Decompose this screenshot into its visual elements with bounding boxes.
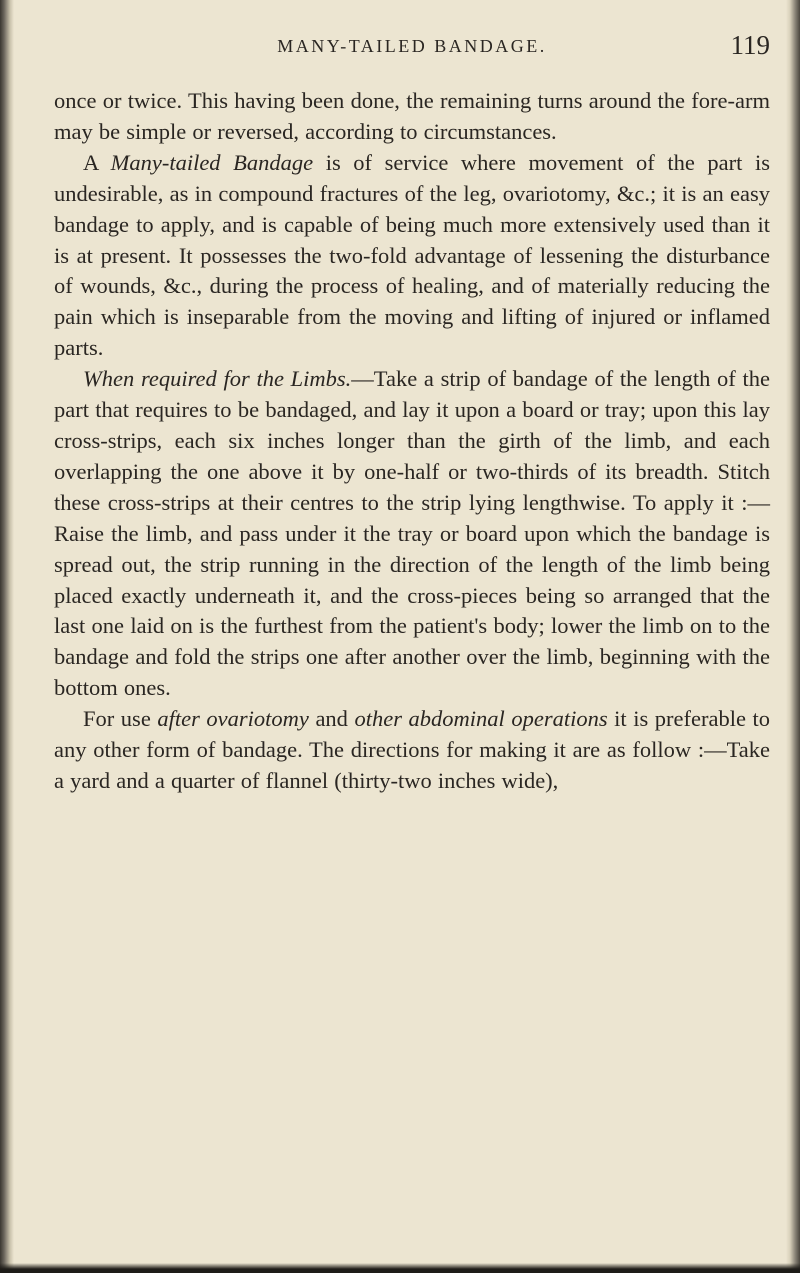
text-segment: —Take a strip of bandage of the length of the part that requires to be bandaged, and lay it upon a board or tray; upon this lay cross-strips, each six inches longer than the girth of the limb, and each overlapping the one above it by one-half or two-thirds of its breadth. Stitch these cross-strips at their centres to the strip lying lengthwise. To apply it :—Raise the limb, and pass under it the tray or board upon which the bandage is spread out, the strip running in the direction of the length of the limb being placed exactly underneath it, and the cross-pieces being so arranged that the last one laid on is the furthest from the patient's body; lower the limb on to the bandage and fold the strips one after another over the limb, beginning with the bottom ones. (54, 366, 770, 701)
text-segment: A (83, 149, 111, 175)
text-segment-italic: When required for the Limbs. (83, 366, 352, 392)
paragraph-3 (54, 364, 770, 704)
page-number: 119 (730, 30, 770, 60)
text-segment: once or twice. This having been done, the remaining turns around the fore-arm may be simple or reversed, according to circumstances. (54, 88, 770, 144)
text-segment-italic: other abdominal operations (354, 706, 608, 732)
text-segment: it is preferable to any other form of bandage. The directions for making it are as follow :—Take a yard and a quarter of flannel (thirty-two inches wide), (54, 706, 770, 793)
paragraph-1 (54, 86, 770, 148)
text-segment-italic: Many-tailed Bandage (110, 149, 314, 175)
running-head (54, 28, 770, 62)
page-edge-bottom (0, 1263, 800, 1273)
running-title: MANY-TAILED BANDAGE. (277, 36, 547, 56)
page-edge-right (786, 0, 800, 1273)
text-segment: is of service where movement of the part is undesirable, as in compound fractures of the leg, ovariotomy, &c.; it is an easy bandage to apply, and is capable of being much more extensively used than it is at present. It possesses the two-fold advantage of lessening the disturbance of wounds, &c., during the process of healing, and of materially reducing the pain which is inseparable from the moving and lifting of injured or inflamed parts. (54, 149, 770, 361)
text-segment: For use (83, 706, 158, 732)
paragraph-4 (54, 704, 770, 797)
text-segment-italic: after ovariotomy (157, 706, 309, 732)
page-edge-left (0, 0, 14, 1273)
paragraph-2 (54, 148, 770, 364)
body-text (54, 86, 770, 797)
text-segment: and (308, 706, 355, 732)
